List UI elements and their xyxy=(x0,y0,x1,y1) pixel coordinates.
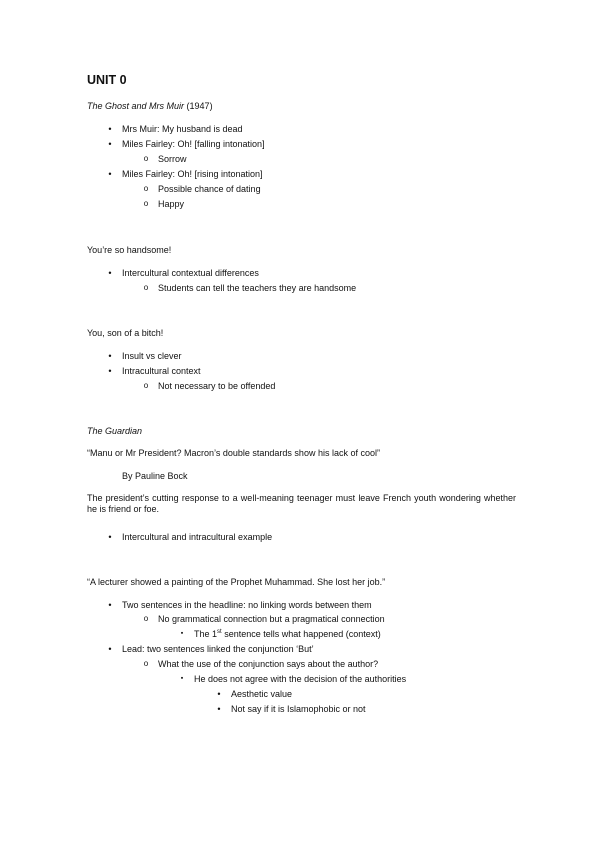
list-item-text: Lead: two sentences linked the conjunction ‘But’ xyxy=(122,644,314,654)
circle-marker: o xyxy=(143,199,149,208)
byline: By Pauline Bock xyxy=(122,471,188,481)
list-item xyxy=(108,139,265,150)
source-name-text: The Guardian xyxy=(87,426,143,436)
bullet-marker: • xyxy=(217,689,221,699)
list-item xyxy=(180,674,407,685)
list-item xyxy=(108,169,263,180)
bullet-marker: • xyxy=(108,139,112,149)
list-item-text xyxy=(194,629,381,639)
bullet-marker: • xyxy=(108,124,112,134)
list-item-text: Intracultural context xyxy=(122,366,201,376)
list-item xyxy=(108,351,182,362)
list-item-text: Happy xyxy=(158,199,185,209)
bullet-marker: • xyxy=(108,351,112,361)
text-part: sentence tells what happened (context) xyxy=(221,629,381,639)
list-item-text: He does not agree with the decision of the authorities xyxy=(194,674,407,684)
list-item-text: Aesthetic value xyxy=(231,689,293,699)
list-item xyxy=(108,532,273,543)
list-item-text: Students can tell the teachers they are handsome xyxy=(158,283,357,293)
list-item-text: Possible chance of dating xyxy=(158,184,261,194)
article-headline: “A lecturer showed a painting of the Prophet Muhammad. She lost her job.” xyxy=(87,577,386,587)
bullet-marker: • xyxy=(108,644,112,654)
circle-marker: o xyxy=(143,154,149,163)
bullet-marker: • xyxy=(108,169,112,179)
list-item xyxy=(143,659,379,670)
list-item xyxy=(217,704,366,715)
circle-marker: o xyxy=(143,614,149,623)
circle-marker: o xyxy=(143,184,149,193)
list-item-text: Mrs Muir: My husband is dead xyxy=(122,124,243,134)
circle-marker: o xyxy=(143,283,149,292)
list-item xyxy=(143,283,357,294)
section-heading: You’re so handsome! xyxy=(87,245,172,255)
list-item xyxy=(143,614,385,625)
list-item xyxy=(108,124,243,135)
list-item xyxy=(143,184,261,195)
list-item xyxy=(180,629,381,640)
bullet-marker: • xyxy=(108,268,112,278)
list-item-text: Miles Fairley: Oh! [rising intonation] xyxy=(122,169,263,179)
list-item-text: Not necessary to be offended xyxy=(158,381,276,391)
square-marker: ▪ xyxy=(180,630,184,637)
list-item-text: Miles Fairley: Oh! [falling intonation] xyxy=(122,139,265,149)
unit-title: UNIT 0 xyxy=(87,73,127,87)
list-item xyxy=(108,268,259,279)
list-item xyxy=(108,366,201,377)
bullet-marker: • xyxy=(108,532,112,542)
film-reference xyxy=(87,101,213,112)
list-item xyxy=(108,644,314,655)
text-part: The 1 xyxy=(194,629,218,639)
list-item-text: Insult vs clever xyxy=(122,351,182,361)
film-year: (1947) xyxy=(186,101,213,111)
list-item-text: Sorrow xyxy=(158,154,187,164)
list-item-text: Intercultural contextual differences xyxy=(122,268,259,278)
bullet-marker: • xyxy=(108,600,112,610)
article-lead: The president’s cutting response to a well-meaning teenager must leave French youth wondering whether he is friend or foe. xyxy=(87,493,516,515)
list-item xyxy=(143,154,187,165)
circle-marker: o xyxy=(143,659,149,668)
bullet-marker: • xyxy=(217,704,221,714)
list-item-text: What the use of the conjunction says about the author? xyxy=(158,659,379,669)
article-headline: “Manu or Mr President? Macron’s double standards show his lack of cool” xyxy=(87,448,380,458)
list-item-text: Two sentences in the headline: no linking words between them xyxy=(122,600,372,610)
list-item xyxy=(143,199,185,210)
square-marker: ▪ xyxy=(180,675,184,682)
film-title: The Ghost and Mrs Muir xyxy=(87,101,185,111)
list-item-text: No grammatical connection but a pragmatical connection xyxy=(158,614,385,624)
list-item xyxy=(108,600,372,611)
list-item xyxy=(143,381,276,392)
list-item-text: Intercultural and intracultural example xyxy=(122,532,273,542)
superscript: st xyxy=(217,629,222,635)
source-name xyxy=(87,426,142,437)
list-item-text: Not say if it is Islamophobic or not xyxy=(231,704,366,714)
list-item xyxy=(217,689,293,700)
section-heading: You, son of a bitch! xyxy=(87,328,164,338)
bullet-marker: • xyxy=(108,366,112,376)
circle-marker: o xyxy=(143,381,149,390)
